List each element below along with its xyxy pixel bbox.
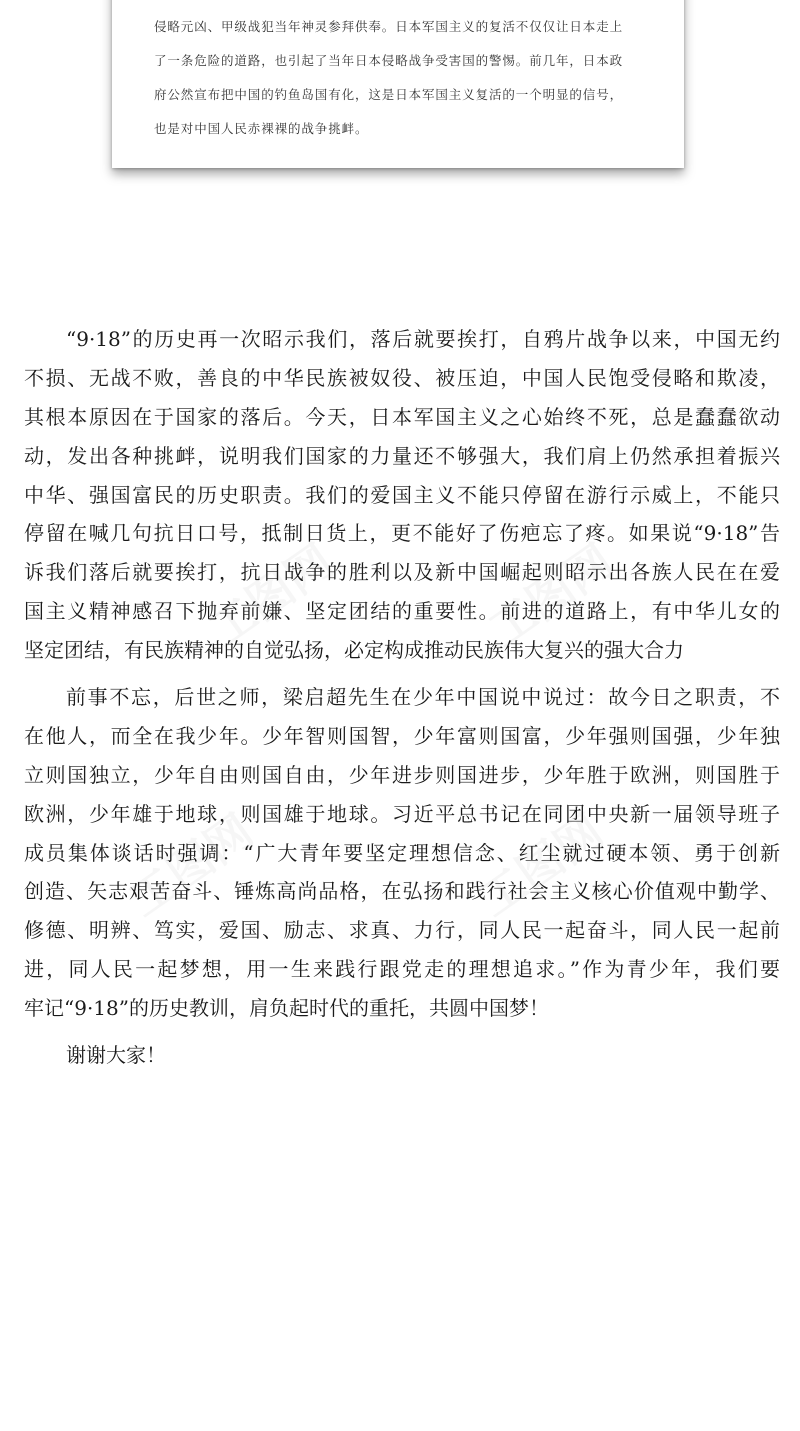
text-line: 欧洲，少年雄于地球，则国雄于地球。习近平总书记在同团中央新一届领导班子 bbox=[24, 801, 780, 826]
paragraph-2 bbox=[24, 678, 780, 1028]
text-line: 坚定团结，有民族精神的自觉弘扬，必定构成推动民族伟大复兴的强大合力 bbox=[24, 638, 684, 663]
card-line: 侵略元凶、甲级战犯当年神灵参拜供奉。日本军国主义的复活不仅仅让日本走上 bbox=[154, 19, 624, 34]
text-line: 国主义精神感召下抛弃前嫌、坚定团结的重要性。前进的道路上，有中华儿女的 bbox=[24, 599, 780, 624]
speech-body bbox=[24, 320, 780, 1075]
text-line: 不损、无战不败，善良的中华民族被奴役、被压迫，中国人民饱受侵略和欺凌， bbox=[24, 365, 780, 390]
text-line: 前事不忘，后世之师，梁启超先生在少年中国说中说过：故今日之职责，不 bbox=[66, 685, 780, 710]
text-line: 牢记“9·18”的历史教训，肩负起时代的重托，共圆中国梦！ bbox=[24, 996, 549, 1021]
text-line: 在他人，而全在我少年。少年智则国智，少年富则国富，少年强则国强，少年独 bbox=[24, 723, 780, 748]
text-line: 诉我们落后就要挨打，抗日战争的胜利以及新中国崛起则昭示出各族人民在在爱 bbox=[24, 560, 780, 585]
card-line: 也是对中国人民赤裸裸的战争挑衅。 bbox=[154, 121, 369, 136]
text-line: 创造、矢志艰苦奋斗、锤炼高尚品格，在弘扬和践行社会主义核心价值观中勤学、 bbox=[24, 879, 780, 904]
paragraph-1 bbox=[24, 320, 780, 670]
text-line: 其根本原因在于国家的落后。今天，日本军国主义之心始终不死，总是蠢蠢欲动 bbox=[24, 404, 780, 429]
text-line: 成员集体谈话时强调：“广大青年要坚定理想信念、红尘就过硬本领、勇于创新 bbox=[24, 840, 780, 865]
card-line: 府公然宣布把中国的钓鱼岛国有化，这是日本军国主义复活的一个明显的信号， bbox=[154, 87, 624, 102]
document-card bbox=[112, 0, 684, 168]
text-line: 中华、强国富民的历史职责。我们的爱国主义不能只停留在游行示威上，不能只 bbox=[24, 482, 780, 507]
closing-line: 谢谢大家！ bbox=[66, 1043, 166, 1068]
text-line: 修德、明辨、笃实，爱国、励志、求真、力行，同人民一起奋斗，同人民一起前 bbox=[24, 918, 780, 943]
text-line: 停留在喊几句抗日口号，抵制日货上，更不能好了伤疤忘了疼。如果说“9·18”告 bbox=[24, 521, 780, 546]
card-line: 了一条危险的道路，也引起了当年日本侵略战争受害国的警惕。前几年，日本政 bbox=[154, 53, 624, 68]
text-line: “9·18”的历史再一次昭示我们，落后就要挨打，自鸦片战争以来，中国无约 bbox=[66, 327, 780, 351]
text-line: 动，发出各种挑衅，说明我们国家的力量还不够强大，我们肩上仍然承担着振兴 bbox=[24, 443, 780, 468]
text-line: 立则国独立，少年自由则国自由，少年进步则国进步，少年胜于欧洲，则国胜于 bbox=[24, 762, 780, 787]
card-text bbox=[154, 10, 650, 146]
closing bbox=[24, 1036, 780, 1075]
text-line: 进，同人民一起梦想，用一生来践行跟党走的理想追求。”作为青少年，我们要 bbox=[24, 957, 780, 982]
